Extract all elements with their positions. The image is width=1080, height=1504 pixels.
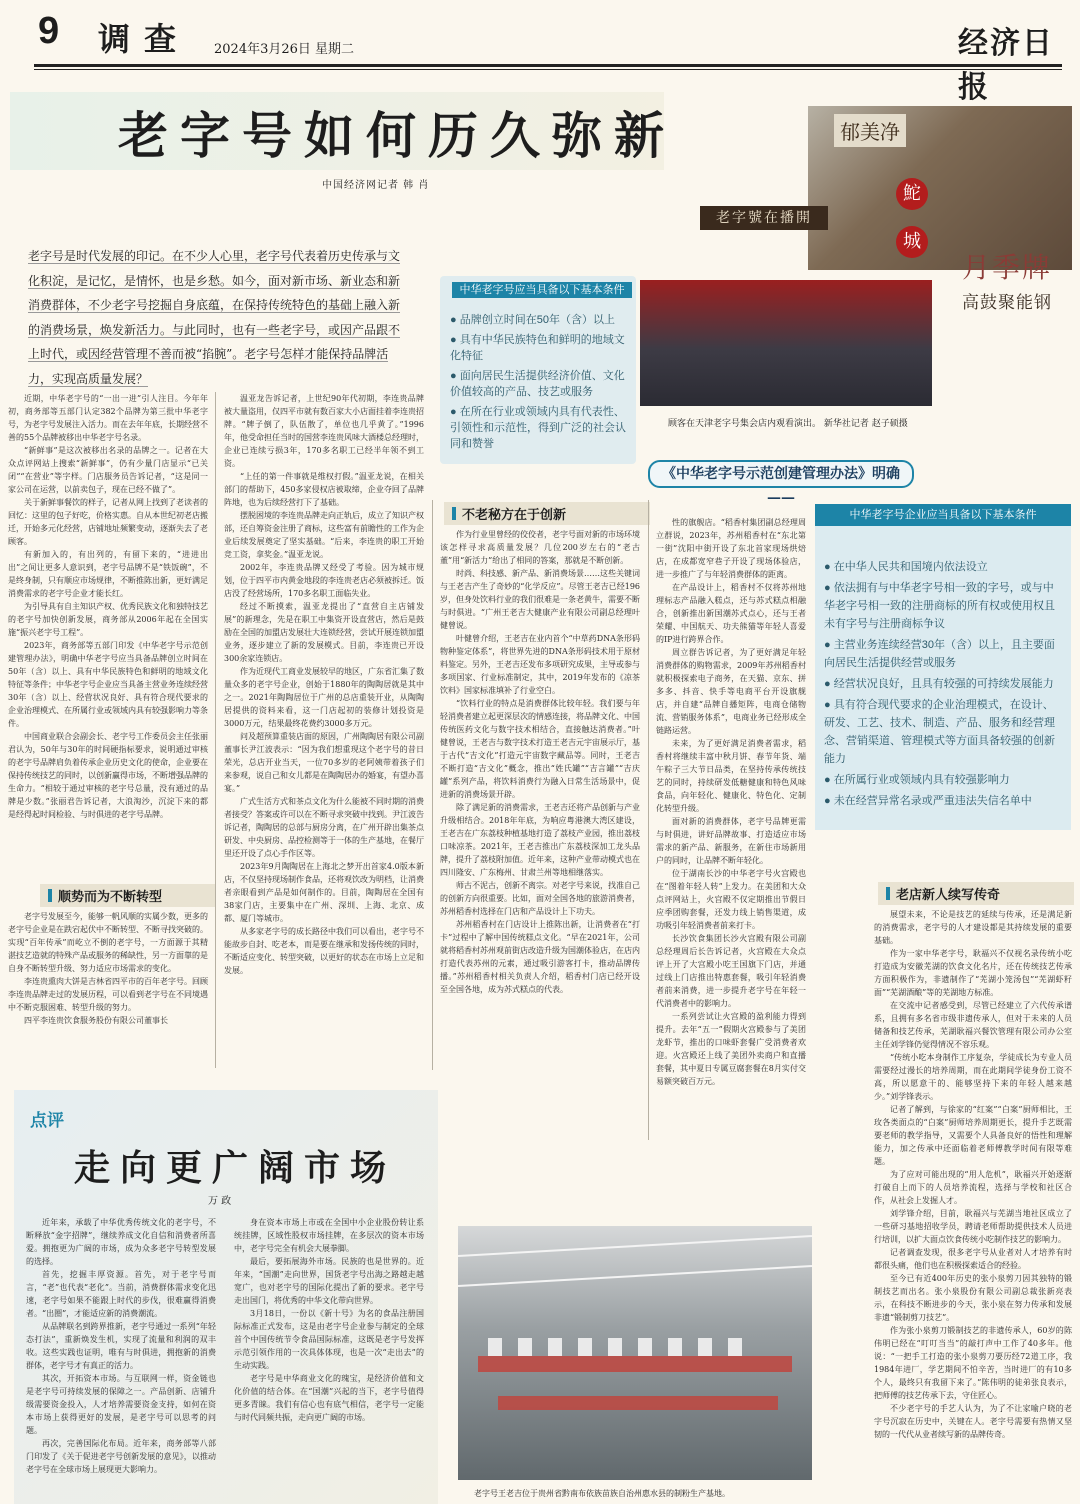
commentary-author: 万 政 bbox=[208, 1196, 232, 1207]
article-column-4: 性的旗舰店。“稻香村集团副总经理周立群说，2023年，苏州稻香村在“东北第一街”沈阳中街开设了东北首家现场烘焙店，在成都宽窄巷子开设了现场体验店，进一步推广了与年轻消费群体的距离。 在产品设计上，稻香村不仅将苏州地理标志产品融入糕点，还与苏式糕点相融合，创新推出新国潮苏式点心，还与王者荣耀、中国航天、功夫熊猫等年轻人喜爱的IP进行跨界合作。 周立群告诉记者，为了更好满足年轻消费群体的购物需求，2009年苏州稻香村就积极探索电子商务，在天猫、京东、拼多多、抖音、快手等电商平台开设旗舰店，并自建“品牌自播矩阵，电商仓储物流、营销服务体系”，电商业务已经形成全链路运营。 未来，为了更好满足消费者需求，稻香村将继续丰富中秋月饼、春节年货、端午粽子三大节日品类，在坚持传承传统技艺的同时，持续研发低糖健康和特色风味食品，向年轻化、健康化、特色化、定制化转型升级。 面对新的消费群体，老字号品牌更需与时俱进，讲好品牌故事、打造适应市场需求的新产品、新服务，在新住市场新用户的同时，让品牌不断年轻化。 位于湖南长沙的中华老字号火宫殿也在“图着年轻人转”上发力。在美团和大众点评网站上，火宫殿不仅定期推出节假日应季团购套餐，还发力线上销售渠道，成功吸引年轻消费者前来打卡。 长沙饮食集团长沙火宫殿有限公司副总经理周后长告诉记者，火宫殿在大众点评上开了大宫殿小吃王国旗下门店，并通过线上门店推出特惠套餐，吸引年轻消费者前来消费，进一步提升老字号在年轻一代消费者中的影响力。 一系列尝试让火宫殿的盈利能力得到提升。去年“五一”假期火宫殿参与了美团龙虾节，推出的口味虾套餐广受消费者欢迎。火宫殿还上线了美团外卖商户和直播套餐，其中夏日专属豆腐套餐在8月实付交易额突破百万元。 bbox=[656, 518, 806, 1086]
page-number: 9 bbox=[38, 10, 60, 52]
list-item: ● 在所在行业或领域内具有代表性、引领性和示范性，得到广泛的社会认同和赞誉 bbox=[450, 406, 626, 450]
red-sign-char-2: 城 bbox=[896, 226, 928, 258]
article-column-1b: 老字号发展至今，能够一帆风顺的实属少数，更多的老字号企业是在跌宕起伏中不断转型、不断寻找突破的。实现“百年传承”而屹立不倒的老字号，一方面源于其精湛技艺造就的特殊产品或服务的稀缺性，另一方面靠的是自身不断转型升级、努力适应市场需求的变化。 李连贵熏肉大饼是吉林省四平市的百年老字号。回顾李连贵品牌走过的发展历程，可以看到老字号在不同境遇中不断克服困难、转型升级的努力。 四平李连贵饮食服务股份有限公司董事长 bbox=[8, 912, 208, 1025]
factory-photo bbox=[458, 1226, 812, 1480]
factory-illustration bbox=[458, 1226, 812, 1480]
list-item: ● 在中华人民共和国境内依法设立 bbox=[824, 561, 988, 573]
subheading-transform: 顺势而为不断转型 bbox=[40, 884, 216, 907]
headline: 老字号如何历久弥新 bbox=[118, 106, 676, 165]
issue-date: 2024年3月26日 星期二 bbox=[214, 42, 355, 57]
subheading-innovation: 不老秘方在于创新 bbox=[444, 502, 650, 525]
article-column-5: 展望未来，不论是技艺的延续与传承，还是满足新的消费需求，老字号的人才建设都是其持续发展的重要基础。 作为一家中华老字号，耿福兴不仅视名录传统小吃打造成为安徽芜湖的饮食文化名片，还在传统技艺传承方面积极作为，非遗制作了“芜湖小笼汤包”“芜湖虾籽面”“芜湖酒酿”等的芜湖地方标准。 在交流中记者感受到，尽管已经建立了六代传承谱系，且拥有多名省市级非遗传承人，但对于未来的人员储备和技艺传承，芜湖耿福兴餐饮管理有限公司办公室主任刘学锋仍觉得情况不容乐观。 “传统小吃本身制作工序复杂，学徒成长为专业人员需要经过漫长的培养周期，而在此期间学徒身份工资不高，所以愿意干的、能够坚持下来的年轻人越来越少。”刘学锋表示。 记者了解到，与徐家的“红案”“白案”厨师相比，王玫各类面点的“白案”厨师培养周期更长，提升手艺既需要老师的教学指导，又需要个人具备良好的悟性和理解能力，加之传承中还面临着老师傅教学时间有限等难题。 为了应对可能出现的“用人危机”，耿福兴开始逐渐打破自上而下的人员培养流程，选择与学校和社区合作，从社会上发掘人才。 刘学锋介绍，目前，耿福兴与芜湖当地社区成立了一些研习基地招收学员，聘请老师帮助提供技术人员进行培训，以扩大面点饮食传统小吃制作技艺的影响力。 记者调查发现，很多老字号从业者对人才培养有时都很头痛，他们也在积极探索适合的经验。 至今已有近400年历史的张小泉剪刀因其独特的锻制技艺而出名。张小泉股份有限公司副总裁张新亮表示，在科技不断进步的今天，张小泉在努力传承和发展非遗“锻制剪刀技艺”。 作为张小泉剪刀锻制技艺的非遗传承人，60岁的陈伟明已经在“叮叮当当”的敲打声中工作了40多年。他说：“一把手工打造的张小泉剪刀要历经72道工序，我1984年进厂，学艺期间不怕辛苦，当时进厂的有10多个人，最终只有我留下来了。”陈伟明的徒弟张良表示，把师傅的技艺传承下去，守住匠心。 不少老字号的手艺人认为，为了不让家喻户晓的老字号沉寂在历史中，关键在人。老字号需要有热情又坚韧的一代代从业者续写新的品牌传奇。 bbox=[874, 910, 1072, 1439]
criteria-list-brand bbox=[450, 312, 630, 452]
criteria-box-enterprise-title: 中华老字号企业应当具备以下基本条件 bbox=[815, 504, 1071, 526]
byline: 中国经济网记者 韩 肖 bbox=[322, 180, 430, 191]
article-column-2: 温亚龙告诉记者，上世纪90年代初期，李连贵品牌被大量盗用，仅四平市就有数百家大小店面挂着李连贵招牌。“牌子倒了，队伍散了，单位也几乎黄了。”1996年，他受命担任当时的国营李连贵风味大酒楼总经理时，企业已连续亏损3年，170多名职工已经半年领不到工资。 “上任的第一件事就是维权打假。”温亚龙说，在相关部门的帮助下，450多家侵权店被取缔，企业夺回了品牌阵地，也为后续经营打下了基础。 摆脱困境的李连贵品牌走向正轨后，成立了知识产权部，还自筹资金注册了商标，这些富有前瞻性的工作为企业后续发展奠定了坚实基础。“后来，李连贵的职工开始竞工资，拿奖金。”温亚龙说。 2002年，李连贵品牌又经受了考验。因为城市规划，位于四平市内黄金地段的李连贵老店必须被拆迁。饭店没了经营场所，170多名职工面临失业。 经过不断摸索，温亚龙提出了“直营自主店铺发展”的新理念，先是在职工中集资开设直营店，然后是鼓励在全国的加盟店发展壮大连锁经营，尝试开展连锁加盟业务，逐步建立了新的发展模式。目前，李连贵已开设300余家连锁店。 作为近现代工商业发展较早的地区，广东省汇集了数量众多的老字号企业，创始于1880年的陶陶居就是其中之一。2021年陶陶居位于广州的总店重装开业，从陶陶居提供的资料来看，这一门店起初的装修计划投资是3000万元，结果最终花费约3000多万元。 问及超预算重装店面的原因，广州陶陶居有限公司副董事长尹江波表示：“因为我们想重现这个老字号的昔日荣光，总店开业当天，一位70多岁的老阿姨带着孩子们来参观，说自己和女儿都是在陶陶居办的婚宴，有望办喜宴。” 广式生活方式和茶点文化为什么能被不同时期的消费者接受？答案或许可以在不断寻求突破中找到。尹江波告诉记者，陶陶居的总部与厨房分离，在广州开辟出集茶点研发、中央厨房、品控检测等于一体的生产基地，在餐厅里还开设了点心手作区等。 2023年9月陶陶居在上海北之梦开出首家4.0版本新店，不仅坚持现场制作食品，还将观饮改为明档，让消费者亲眼看到产品是如何制作的。目前，陶陶居在全国有38家门店，主要集中在广州、深圳、上海、北京、成都、厦门等城市。 从多家老字号的成长路径中我们可以看出，老字号不能故步自封、吃老本，而是要在继承和发扬传统的同时，不断适应变化、转型突破，以更好的状态在市场上立足和发展。 bbox=[224, 394, 424, 975]
list-item: ● 具有符合现代要求的企业治理模式，在设计、研发、工艺、技术、制造、产品、服务和经营理念、营销渠道、管理模式等方面具备较强的创新能力 bbox=[824, 699, 1055, 765]
brand-label: 月季牌 bbox=[962, 251, 1053, 284]
commentary-title: 走向更广阔市场 bbox=[74, 1147, 397, 1189]
article-column-3: 作为行业里曾经的佼佼者，老字号面对新的市场环境该怎样寻求高质量发展？几位200岁左右的“老古董”用“新活力”给出了相同的答案，那就是不断创新。 时尚、科技感、新产品、新消费场景……这些关键词与王老吉产生了奇妙的“化学反应”。尽管王老吉已经196岁，但身处饮料行业的我们很难是一条老黄牛，需要不断与时俱进。“广州王老吉大健康产业有限公司副总经理叶健曾说。 叶健曾介绍，王老吉在业内首个“中草药DNA条形码物种鉴定体系”，将世界先进的DNA条形码技术用于原材料鉴定。另外，王老吉还发布多项研究成果，主导或参与多项国家、行业标准制定，其中，2019年发布的《凉茶饮料》国家标准填补了行业空白。 “饮料行业的特点是消费群体比较年轻。我们要与年轻消费者建立起更深层次的情感连接，将品牌文化、中国传统医药文化与数字技术相结合，直接触达消费者。”叶健曾说，王老吉与数字技术打造王老吉元宇宙展示厅，基于古代“吉文化”打造元宇宙数字藏品等。同时，王老吉不断打造“吉文化”概念，推出“姓氏罐”“吉言罐”“吉庆罐”系列产品，将饮料消费行为融入日常生活场景中，促进新的消费场景开辟。 除了满足新的消费需求，王老吉还将产品创新与产业升级相结合。2018年年底，为响应粤港澳大湾区建设，王老吉在广东荔枝种植基地打造了荔枝产业园，推出荔枝口味凉茶。2021年，王老吉推出广东荔枝深加工龙头品牌，提升了荔枝附加值。近年来，这种产业带动模式也在四川隆安、广东梅州、甘肃兰州等地相继落实。 师古不泥古，创新不离宗。对老字号来说，找准自己的创新方向很重要。比如，面对全国各地的旅游消费者，苏州稻香村选择在门店和产品设计上下功夫。 苏州稻香村在门店设计上推陈出新，让消费者在“打卡”过程中了解中国传统糕点文化。“早在2021年，公司就将稻香村苏州观前街店改造升级为国潮体验店，在店内打造代表苏州的元素，通过吸引游客打卡，推动品牌传播。”苏州稻香村相关负责人介绍，稻香村门店已经开设至全国各地，成为苏式糕点的代表。 bbox=[440, 530, 640, 994]
list-item: ● 未在经营异常名录或严重违法失信名单中 bbox=[824, 795, 1032, 807]
list-item: ● 经营状况良好，且具有较强的可持续发展能力 bbox=[824, 678, 1054, 690]
newspaper-logo: 经济日报 bbox=[958, 26, 1054, 105]
red-sign-char-1: 鮀 bbox=[896, 178, 928, 210]
column-divider bbox=[215, 392, 216, 1068]
header-rule-thin bbox=[34, 69, 1062, 70]
column-divider bbox=[648, 500, 649, 1140]
shop-board: 老字號在播開 bbox=[700, 206, 828, 230]
brand-sublabel: 高鼓聚能钢 bbox=[962, 293, 1052, 313]
article-column-1: 近期，中华老字号的“一出一进”引人注目。今年年初，商务部等五部门认定382个品牌为第三批中华老字号，为老字号发展注入活力。而在去年年底，长期经营不善的55个品牌被移出中华老字号名录。 “新鲜事”是这次被移出名录的品牌之一。记者在大众点评网站上搜索“新鲜事”，仍有少量门店显示“已关闭”“在营业”等字样。门店服务员告诉记者，“这是同一家公司在运营，以前卖包子，现在已经不做了”。 关于新鲜事餐饮的样子，记者从网上找到了老读者的回忆：这里的包子好吃，价格实惠。自从本世纪初老店搬迁，开始多元化经营，店铺地址频繁变动，逐渐失去了老顾客。 有新加入的，有出列的，有留下来的，“进进出出”之间让更多人意识到，老字号品牌不是“铁饭碗”，不是终身制，只有顺应市场规律，不断推陈出新，更好满足消费需求的老字号企业才能长红。 为引导具有自主知识产权、优秀民族文化和独特技艺的老字号加快创新发展，商务部从2006年起在全国实施“振兴老字号工程”。 2023年，商务部等五部门印发《中华老字号示范创建管理办法》，明确中华老字号应当具备品牌创立时间在50年（含）以上、具有中华民族特色和鲜明的地域文化特征等条件；中华老字号企业应当具备主营业务连续经营30年（含）以上、经营状况良好、具有符合现代要求的企业治理模式、在所属行业或领域内具有较强影响力等条件。 中国商业联合会副会长、老字号工作委员会主任张丽君认为，50年与30年的时间硬指标要求，说明通过审核的老字号品牌肩负着传承企业历史文化的使命，企业要在保持传统技艺的同时，以创新赢得市场，不断增强品牌的生命力。“相较于通过审核的老字号总量，没有通过的品牌是少数。”张丽君告诉记者，大浪淘沙，沉淀下来的都是经得起时间检验、与时俱进的老字号品牌。 bbox=[8, 394, 208, 819]
column-divider bbox=[432, 500, 433, 1070]
list-item: ● 具有中华民族特色和鲜明的地域文化特征 bbox=[450, 334, 625, 362]
regulation-banner: 《中华老字号示范创建管理办法》明确—— bbox=[648, 460, 914, 488]
criteria-box-brand-title: 中华老字号应当具备以下基本条件 bbox=[452, 282, 632, 298]
section-title: 调查 bbox=[98, 20, 191, 58]
list-item: ● 主营业务连续经营30年（含）以上，且主要面向居民生活提供经营或服务 bbox=[824, 639, 1055, 669]
page-header bbox=[0, 0, 1080, 105]
criteria-list-enterprise bbox=[824, 558, 1062, 810]
list-item: ● 依法拥有与中华老字号相一致的字号，或与中华老字号相一致的注册商标的所有权或使用权且未有字号与注册商标争议 bbox=[824, 582, 1055, 630]
commentary-column-1: 近年来，承载了中华优秀传统文化的老字号，不断释放“金字招牌”，继续养成文化自信和消费者所喜爱。拥抱更为广阔的市场，成为众多老字号转型发展的选择。 首先，挖掘丰厚资源。首先，对于老字号而言，“老”也代表“老化”。当前，消费群体需求变化迅速，老字号如果不能跟上时代的步伐，很难赢得消费者。“出圈”，才能适应新的消费潮流。 从品牌联名到跨界推新，老字号通过一系列“年轻态打法”，重新焕发生机，实现了流量和利润的双丰收。这些实践也证明，唯有与时俱进，拥抱新的消费群体，老字号才有真正的活力。 其次，开拓资本市场。与互联网一样，资金链也是老字号可持续发展的保障之一。产品创新、店铺升级需要资金投入，人才培养需要资金支持，如何在资本市场上获得更好的发展，是老字号可以思考的问题。 再次，完善国际化布局。近年来，商务部等八部门印发了《关于促进老字号创新发展的意见》，以推动老字号在全球市场上展现更大影响力。 bbox=[26, 1218, 216, 1474]
list-item: ● 品牌创立时间在50年（含）以上 bbox=[450, 314, 615, 326]
list-item: ● 面向居民生活提供经济价值、文化价值较高的产品、技艺或服务 bbox=[450, 370, 625, 398]
lede-paragraph bbox=[28, 244, 408, 391]
crowd-photo bbox=[640, 280, 932, 406]
commentary-tag: 点评 bbox=[30, 1111, 64, 1131]
list-item: ● 在所属行业或领域内具有较强影响力 bbox=[824, 774, 1010, 786]
shop-sign: 郁美净 bbox=[834, 114, 906, 147]
lede-text: 老字号是时代发展的印记。在不少人心里，老字号代表着历史传承与文化积淀，是记忆，是情怀，也是乡愁。如今，面对新市场、新业态和新消费群体，不少老字号挖掘自身底蕴，在保持传统特色的基础上融入新的消费场景，焕发新活力。与此同时，也有一些老字号，或因产品跟不上时代，或因经营管理不善而被“掐腕”。老字号怎样才能保持品牌活力，实现高质量发展？ bbox=[28, 249, 401, 386]
subheading-talent: 老店新人续写传奇 bbox=[878, 882, 1074, 905]
factory-photo-caption: 老字号王老吉位于贵州省黔南布依族苗族自治州惠水县的制粉生产基地。 bbox=[474, 1489, 730, 1498]
photo-caption: 顾客在天津老字号集会店内观看演出。 新华社记者 赵子硕摄 bbox=[668, 419, 908, 429]
header-rule bbox=[34, 64, 1062, 67]
commentary-column-2: 身在资本市场上市或在全国中小企业股份转让系统挂牌，区域性股权市场挂牌，在多层次的资本市场中，老字号完全有机会大展拳脚。 最后，要拓展海外市场。民族的也是世界的。近年来，“国潮”走向世界，国货老字号出海之路越走越宽广，也对老字号的国际化提出了新的要求。老字号走出国门，将优秀的中华文化带向世界。 3月18日，一份以《新十号》为名的食品注册国际标准正式发布，这是由老字号企业参与制定的全球首个中国传统节令食品国际标准，这既是老字号发挥示范引领作用的一次具体体现，也是一次“走出去”的生动实践。 老字号是中华商业文化的瑰宝，是经济价值和文化价值的结合体。在“国潮”兴起的当下，老字号值得更多青睐。我们有信心也有底气相信，老字号一定能与时代同频共振，走向更广阔的市场。 bbox=[234, 1218, 424, 1422]
